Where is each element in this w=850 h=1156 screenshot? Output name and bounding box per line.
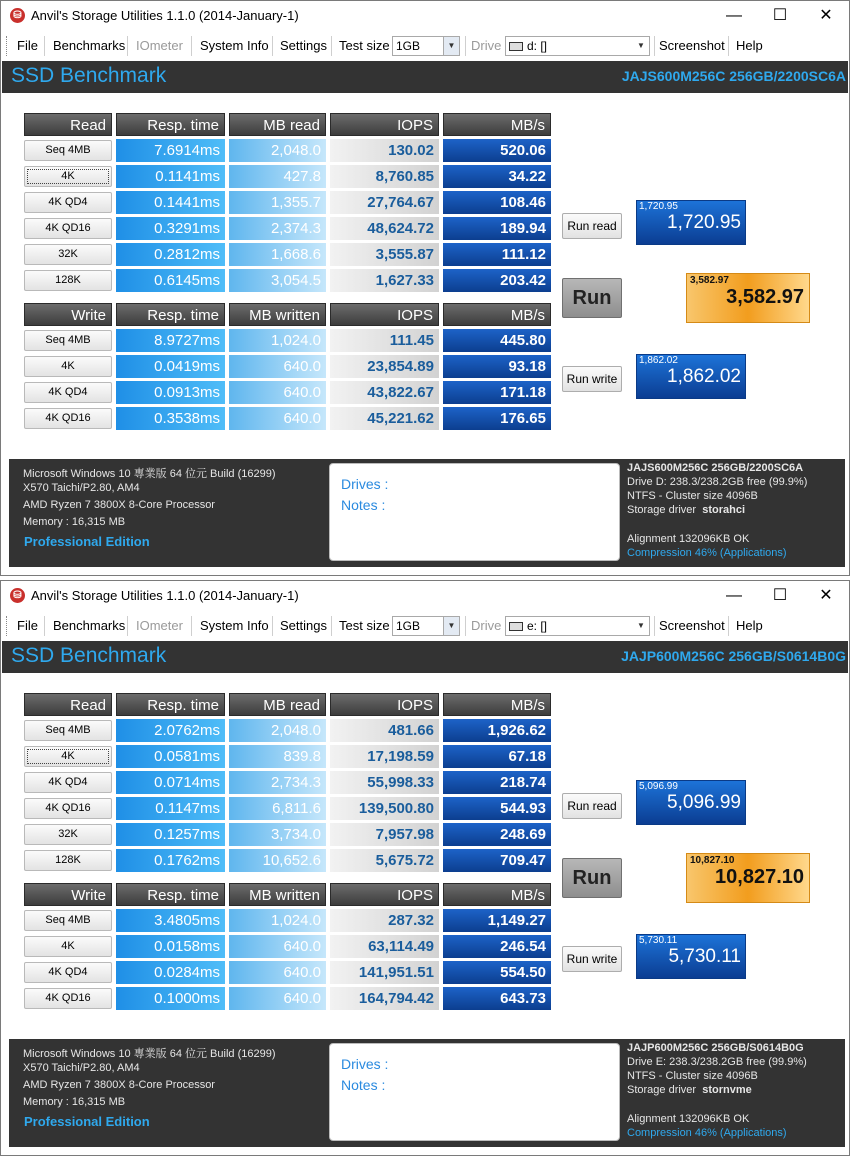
result-cell-resp: 0.0714ms	[116, 771, 225, 794]
menu-file[interactable]: File	[17, 38, 38, 53]
chevron-down-icon: ▼	[633, 37, 649, 55]
drive-select[interactable]	[505, 616, 650, 636]
test-row-button[interactable]: 4K	[24, 936, 112, 957]
result-cell-iops: 17,198.59	[330, 745, 439, 768]
menu-bar	[1, 611, 849, 640]
maximize-button[interactable]: ☐	[772, 7, 788, 24]
column-header-iops: IOPS	[330, 693, 439, 716]
window-title: Anvil's Storage Utilities 1.1.0 (2014-January-1)	[31, 588, 299, 603]
column-header-mb-read: MB read	[229, 693, 326, 716]
result-cell-mbs: 203.42	[443, 269, 551, 292]
test-row-button[interactable]: 4K QD16	[24, 798, 112, 819]
memory-info: Memory : 16,315 MB	[23, 516, 126, 528]
column-header-read: Read	[24, 113, 112, 136]
column-header-write: Write	[24, 883, 112, 906]
minimize-button[interactable]: —	[726, 587, 742, 604]
drive-info-space: Drive E: 238.3/238.2GB free (99.9%)	[627, 1056, 807, 1068]
result-cell-mb: 1,024.0	[229, 909, 326, 932]
result-cell-iops: 55,998.33	[330, 771, 439, 794]
total-score	[686, 273, 810, 323]
result-cell-iops: 8,760.85	[330, 165, 439, 188]
storage-driver-value: storahci	[702, 504, 746, 516]
menu-separator	[654, 36, 655, 56]
result-cell-iops: 141,951.51	[330, 961, 439, 984]
drive-info-driver	[627, 504, 745, 516]
window-title: Anvil's Storage Utilities 1.1.0 (2014-January-1)	[31, 8, 299, 23]
menu-separator	[127, 36, 128, 56]
result-cell-iops: 3,555.87	[330, 243, 439, 266]
result-cell-mb: 640.0	[229, 407, 326, 430]
column-header-iops: IOPS	[330, 883, 439, 906]
drive-icon	[509, 42, 523, 51]
info-footer	[9, 459, 845, 567]
test-size-select[interactable]	[392, 616, 460, 636]
test-row-button[interactable]: 128K	[24, 270, 112, 291]
test-row-button[interactable]: Seq 4MB	[24, 140, 112, 161]
result-cell-resp: 0.0913ms	[116, 381, 225, 404]
result-cell-iops: 7,957.98	[330, 823, 439, 846]
test-row-button[interactable]: 128K	[24, 850, 112, 871]
test-size-label: Test size	[339, 38, 390, 53]
result-cell-resp: 0.0284ms	[116, 961, 225, 984]
result-cell-resp: 0.6145ms	[116, 269, 225, 292]
notes-label: Notes :	[341, 497, 386, 513]
test-row-button[interactable]: 4K	[24, 166, 112, 187]
result-cell-resp: 0.1441ms	[116, 191, 225, 214]
read-score-small: 5,096.99	[639, 781, 678, 792]
result-cell-mb: 427.8	[229, 165, 326, 188]
run-button[interactable]: Run	[562, 858, 622, 898]
menu-separator	[465, 616, 466, 636]
notes-label: Notes :	[341, 1077, 386, 1093]
result-cell-mb: 640.0	[229, 935, 326, 958]
result-cell-iops: 481.66	[330, 719, 439, 742]
test-size-value: 1GB	[396, 39, 421, 53]
result-cell-resp: 0.3538ms	[116, 407, 225, 430]
edition-label: Professional Edition	[24, 1114, 150, 1129]
result-cell-resp: 0.2812ms	[116, 243, 225, 266]
result-cell-iops: 130.02	[330, 139, 439, 162]
benchmark-header	[2, 61, 848, 93]
menu-separator	[44, 616, 45, 636]
result-cell-resp: 0.1000ms	[116, 987, 225, 1010]
result-cell-resp: 0.1147ms	[116, 797, 225, 820]
menu-separator	[331, 36, 332, 56]
run-read-button[interactable]: Run read	[562, 213, 622, 239]
column-header-write: Write	[24, 303, 112, 326]
result-cell-mbs: 34.22	[443, 165, 551, 188]
test-size-value: 1GB	[396, 619, 421, 633]
menu-settings[interactable]: Settings	[280, 618, 327, 633]
os-info: Microsoft Windows 10 專業版 64 位元 Build (16299)	[23, 1048, 276, 1060]
result-cell-mb: 10,652.6	[229, 849, 326, 872]
total-score	[686, 853, 810, 903]
drives-label: Drives :	[341, 1056, 389, 1072]
write-score-small: 5,730.11	[639, 935, 678, 946]
notes-box[interactable]	[329, 463, 620, 561]
column-header-mbs: MB/s	[443, 883, 551, 906]
drive-label: Drive	[471, 618, 502, 633]
read-score-value: 5,096.99	[667, 792, 741, 813]
column-header-resp: Resp. time	[116, 113, 225, 136]
drive-select[interactable]	[505, 36, 650, 56]
menu-iometer[interactable]: IOmeter	[136, 618, 183, 633]
column-header-mb-read: MB read	[229, 113, 326, 136]
results-area	[2, 93, 848, 456]
result-cell-mbs: 445.80	[443, 329, 551, 352]
minimize-button[interactable]: —	[726, 7, 742, 24]
menu-settings[interactable]: Settings	[280, 38, 327, 53]
result-cell-mb: 2,048.0	[229, 719, 326, 742]
result-cell-iops: 111.45	[330, 329, 439, 352]
toolbar-grip	[6, 616, 9, 636]
column-header-resp: Resp. time	[116, 693, 225, 716]
result-cell-resp: 0.1762ms	[116, 849, 225, 872]
result-cell-mbs: 248.69	[443, 823, 551, 846]
result-cell-mb: 1,355.7	[229, 191, 326, 214]
chevron-down-icon: ▼	[633, 617, 649, 635]
result-cell-iops: 27,764.67	[330, 191, 439, 214]
column-header-mbs: MB/s	[443, 693, 551, 716]
column-header-mbs: MB/s	[443, 303, 551, 326]
edition-label: Professional Edition	[24, 534, 150, 549]
result-cell-resp: 2.0762ms	[116, 719, 225, 742]
app-window	[0, 580, 850, 1156]
menu-separator	[654, 616, 655, 636]
menu-system-info[interactable]: System Info	[200, 38, 269, 53]
drive-value: d: []	[527, 39, 548, 53]
result-cell-iops: 139,500.80	[330, 797, 439, 820]
notes-box[interactable]	[329, 1043, 620, 1141]
result-cell-mbs: 176.65	[443, 407, 551, 430]
drive-info-alignment: Alignment 132096KB OK	[627, 533, 750, 545]
board-info: X570 Taichi/P2.80, AM4	[23, 1062, 140, 1074]
test-row-button[interactable]: Seq 4MB	[24, 720, 112, 741]
test-row-button[interactable]: 4K QD4	[24, 962, 112, 983]
result-cell-resp: 3.4805ms	[116, 909, 225, 932]
drive-info-compression: Compression 46% (Applications)	[627, 1127, 787, 1139]
read-score-value: 1,720.95	[667, 212, 741, 233]
write-score	[636, 934, 746, 979]
menu-separator	[465, 36, 466, 56]
test-row-button[interactable]: 4K	[24, 746, 112, 767]
close-button[interactable]: ✕	[819, 7, 833, 24]
menu-help[interactable]: Help	[736, 618, 763, 633]
column-header-resp: Resp. time	[116, 303, 225, 326]
result-cell-mbs: 171.18	[443, 381, 551, 404]
run-read-button[interactable]: Run read	[562, 793, 622, 819]
test-row-button[interactable]: 4K QD4	[24, 192, 112, 213]
result-cell-iops: 287.32	[330, 909, 439, 932]
test-row-button[interactable]: 32K	[24, 244, 112, 265]
results-area	[2, 673, 848, 1036]
drive-info-cluster: NTFS - Cluster size 4096B	[627, 1070, 758, 1082]
result-cell-mb: 640.0	[229, 961, 326, 984]
result-cell-resp: 0.0158ms	[116, 935, 225, 958]
menu-bar	[1, 31, 849, 60]
test-row-button[interactable]: 32K	[24, 824, 112, 845]
memory-info: Memory : 16,315 MB	[23, 1096, 126, 1108]
result-cell-iops: 1,627.33	[330, 269, 439, 292]
test-row-button[interactable]: Seq 4MB	[24, 330, 112, 351]
drive-info-driver	[627, 1084, 752, 1096]
result-cell-mb: 640.0	[229, 381, 326, 404]
result-cell-mb: 2,734.3	[229, 771, 326, 794]
app-window	[0, 0, 850, 576]
read-score	[636, 780, 746, 825]
storage-driver-label: Storage driver	[627, 504, 697, 516]
result-cell-mbs: 108.46	[443, 191, 551, 214]
drive-label: Drive	[471, 38, 502, 53]
column-header-iops: IOPS	[330, 303, 439, 326]
cpu-info: AMD Ryzen 7 3800X 8-Core Processor	[23, 1079, 215, 1091]
result-cell-mb: 2,048.0	[229, 139, 326, 162]
test-row-button[interactable]: 4K QD16	[24, 218, 112, 239]
toolbar-grip	[6, 36, 9, 56]
close-button[interactable]: ✕	[819, 587, 833, 604]
anvil-app-icon: ⛁	[10, 588, 25, 603]
chevron-down-icon: ▼	[443, 617, 459, 635]
result-cell-mbs: 111.12	[443, 243, 551, 266]
result-cell-resp: 0.1257ms	[116, 823, 225, 846]
write-score-value: 5,730.11	[668, 946, 741, 967]
maximize-button[interactable]: ☐	[772, 587, 788, 604]
page-title: SSD Benchmark	[11, 64, 167, 87]
menu-separator	[272, 36, 273, 56]
result-cell-resp: 8.9727ms	[116, 329, 225, 352]
result-cell-mbs: 643.73	[443, 987, 551, 1010]
test-size-label: Test size	[339, 618, 390, 633]
total-score-value: 10,827.10	[715, 866, 804, 888]
menu-benchmarks[interactable]: Benchmarks	[53, 38, 126, 53]
menu-system-info[interactable]: System Info	[200, 618, 269, 633]
menu-separator	[191, 36, 192, 56]
menu-separator	[127, 616, 128, 636]
storage-driver-value: stornvme	[702, 1084, 752, 1096]
total-score-value: 3,582.97	[726, 286, 804, 308]
total-score-small: 10,827.10	[690, 855, 735, 866]
menu-benchmarks[interactable]: Benchmarks	[53, 618, 126, 633]
drive-icon	[509, 622, 523, 631]
result-cell-iops: 164,794.42	[330, 987, 439, 1010]
menu-separator	[331, 616, 332, 636]
menu-screenshot[interactable]: Screenshot	[659, 38, 725, 53]
test-row-button[interactable]: 4K QD4	[24, 382, 112, 403]
storage-driver-label: Storage driver	[627, 1084, 697, 1096]
result-cell-mb: 2,374.3	[229, 217, 326, 240]
drive-info-alignment: Alignment 132096KB OK	[627, 1113, 750, 1125]
run-button[interactable]: Run	[562, 278, 622, 318]
os-info: Microsoft Windows 10 專業版 64 位元 Build (16299)	[23, 468, 276, 480]
result-cell-mb: 6,811.6	[229, 797, 326, 820]
page-title: SSD Benchmark	[11, 644, 167, 667]
title-bar	[1, 581, 849, 611]
column-header-read: Read	[24, 693, 112, 716]
drive-model-title: JAJS600M256C 256GB/2200SC6A	[621, 68, 846, 84]
column-header-resp: Resp. time	[116, 883, 225, 906]
run-write-button[interactable]: Run write	[562, 946, 622, 972]
write-score-small: 1,862.02	[639, 355, 678, 366]
result-cell-iops: 43,822.67	[330, 381, 439, 404]
result-cell-mbs: 189.94	[443, 217, 551, 240]
result-cell-mb: 640.0	[229, 355, 326, 378]
write-score-value: 1,862.02	[667, 366, 741, 387]
drive-info-model: JAJS600M256C 256GB/2200SC6A	[627, 462, 804, 474]
test-row-button[interactable]: 4K QD4	[24, 772, 112, 793]
result-cell-iops: 45,221.62	[330, 407, 439, 430]
test-row-button[interactable]: 4K QD16	[24, 408, 112, 429]
total-score-small: 3,582.97	[690, 275, 729, 286]
result-cell-mbs: 1,149.27	[443, 909, 551, 932]
result-cell-resp: 0.0419ms	[116, 355, 225, 378]
menu-screenshot[interactable]: Screenshot	[659, 618, 725, 633]
result-cell-mbs: 246.54	[443, 935, 551, 958]
column-header-mb-written: MB written	[229, 303, 326, 326]
menu-help[interactable]: Help	[736, 38, 763, 53]
title-bar	[1, 1, 849, 31]
cpu-info: AMD Ryzen 7 3800X 8-Core Processor	[23, 499, 215, 511]
result-cell-mbs: 520.06	[443, 139, 551, 162]
result-cell-mb: 3,054.5	[229, 269, 326, 292]
menu-file[interactable]: File	[17, 618, 38, 633]
board-info: X570 Taichi/P2.80, AM4	[23, 482, 140, 494]
result-cell-iops: 48,624.72	[330, 217, 439, 240]
test-size-select[interactable]	[392, 36, 460, 56]
info-footer	[9, 1039, 845, 1147]
write-score	[636, 354, 746, 399]
drive-model-title: JAJP600M256C 256GB/S0614B0G	[621, 648, 846, 664]
result-cell-mbs: 93.18	[443, 355, 551, 378]
drive-info-cluster: NTFS - Cluster size 4096B	[627, 490, 758, 502]
menu-separator	[728, 36, 729, 56]
menu-separator	[728, 616, 729, 636]
result-cell-iops: 5,675.72	[330, 849, 439, 872]
menu-iometer[interactable]: IOmeter	[136, 38, 183, 53]
menu-separator	[44, 36, 45, 56]
run-write-button[interactable]: Run write	[562, 366, 622, 392]
test-row-button[interactable]: 4K	[24, 356, 112, 377]
menu-separator	[191, 616, 192, 636]
benchmark-header	[2, 641, 848, 673]
column-header-mbs: MB/s	[443, 113, 551, 136]
result-cell-resp: 0.3291ms	[116, 217, 225, 240]
result-cell-mb: 1,668.6	[229, 243, 326, 266]
result-cell-mbs: 218.74	[443, 771, 551, 794]
result-cell-mb: 3,734.0	[229, 823, 326, 846]
result-cell-mbs: 67.18	[443, 745, 551, 768]
result-cell-iops: 63,114.49	[330, 935, 439, 958]
read-score-small: 1,720.95	[639, 201, 678, 212]
menu-separator	[272, 616, 273, 636]
drives-label: Drives :	[341, 476, 389, 492]
drive-info-space: Drive D: 238.3/238.2GB free (99.9%)	[627, 476, 808, 488]
anvil-app-icon: ⛁	[10, 8, 25, 23]
result-cell-mbs: 709.47	[443, 849, 551, 872]
result-cell-iops: 23,854.89	[330, 355, 439, 378]
result-cell-resp: 0.1141ms	[116, 165, 225, 188]
drive-value: e: []	[527, 619, 548, 633]
read-score	[636, 200, 746, 245]
result-cell-mbs: 1,926.62	[443, 719, 551, 742]
chevron-down-icon: ▼	[443, 37, 459, 55]
drive-info-model: JAJP600M256C 256GB/S0614B0G	[627, 1042, 804, 1054]
result-cell-resp: 0.0581ms	[116, 745, 225, 768]
result-cell-mb: 640.0	[229, 987, 326, 1010]
result-cell-mb: 839.8	[229, 745, 326, 768]
test-row-button[interactable]: Seq 4MB	[24, 910, 112, 931]
test-row-button[interactable]: 4K QD16	[24, 988, 112, 1009]
result-cell-mbs: 554.50	[443, 961, 551, 984]
column-header-iops: IOPS	[330, 113, 439, 136]
result-cell-mb: 1,024.0	[229, 329, 326, 352]
result-cell-resp: 7.6914ms	[116, 139, 225, 162]
drive-info-compression: Compression 46% (Applications)	[627, 547, 787, 559]
result-cell-mbs: 544.93	[443, 797, 551, 820]
column-header-mb-written: MB written	[229, 883, 326, 906]
